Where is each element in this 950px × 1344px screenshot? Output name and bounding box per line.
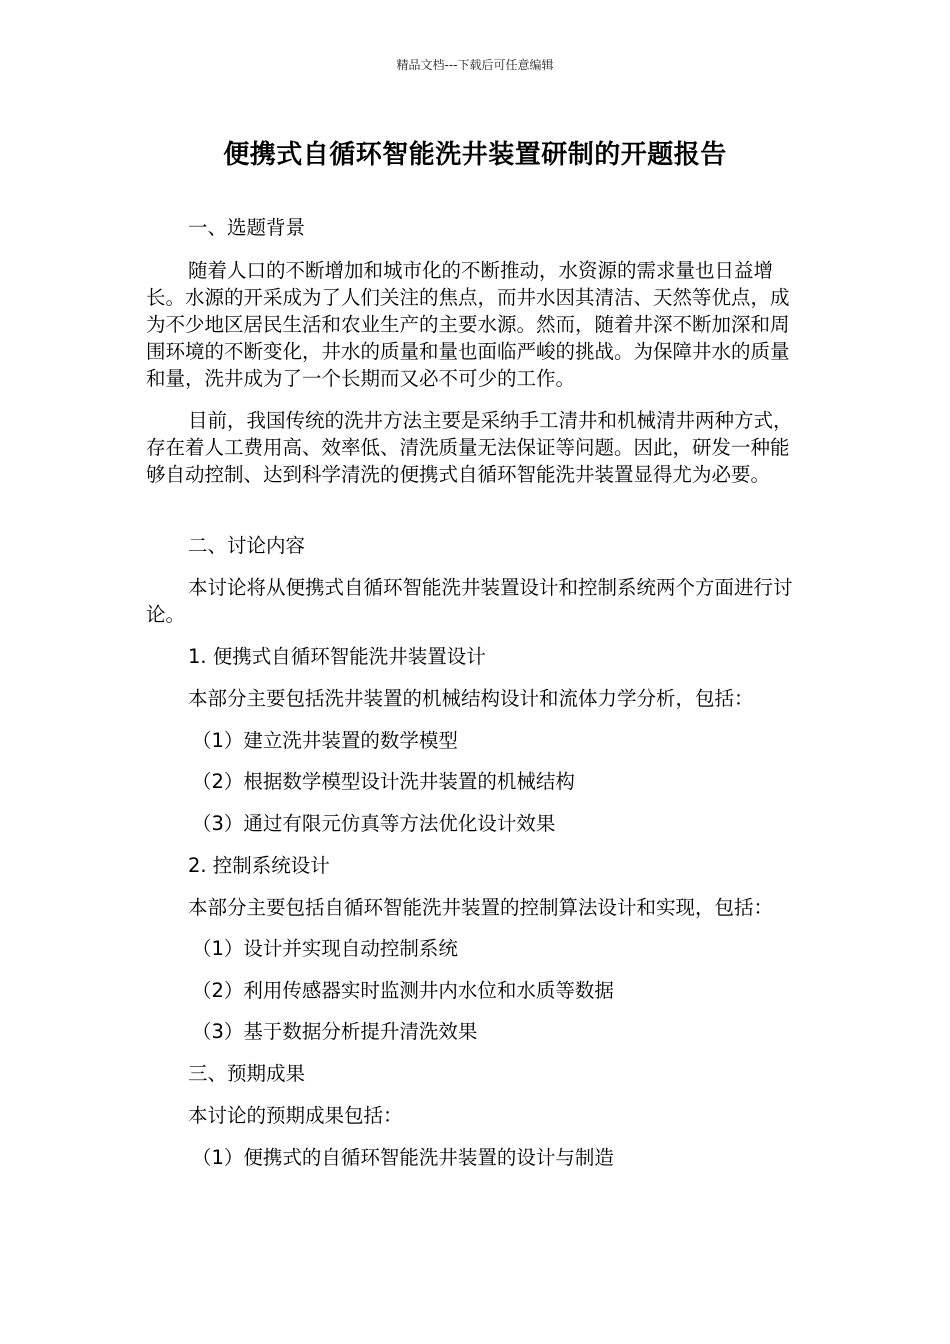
paragraph-device-design-intro: 本部分主要包括洗井装置的机械结构设计和流体力学分析，包括： xyxy=(188,687,754,710)
paragraph-control-system-intro: 本部分主要包括自循环智能洗井装置的控制算法设计和实现，包括： xyxy=(188,896,774,919)
section-heading-expected-results: 三、预期成果 xyxy=(188,1062,306,1085)
list-item-device-design-1: （1）建立洗井装置的数学模型 xyxy=(192,729,458,752)
list-item-expected-results-1: （1）便携式的自循环智能洗井装置的设计与制造 xyxy=(192,1146,614,1169)
list-item-device-design-2: （2）根据数学模型设计洗井装置的机械结构 xyxy=(192,770,575,793)
paragraph-research-intro: 本讨论将从便携式自循环智能洗井装置设计和控制系统两个方面进行讨论。 xyxy=(146,576,793,626)
section-heading-background: 一、选题背景 xyxy=(188,216,306,239)
page-header: 精品文档---下载后可任意编辑 xyxy=(396,58,554,72)
list-item-control-system-1: （1）设计并实现自动控制系统 xyxy=(192,937,458,960)
subsection-heading-device-design: 1. 便携式自循环智能洗井装置设计 xyxy=(188,645,486,668)
list-item-control-system-3: （3）基于数据分析提升清洗效果 xyxy=(192,1020,478,1043)
list-item-device-design-3: （3）通过有限元仿真等方法优化设计效果 xyxy=(192,812,556,835)
paragraph-background-1: 随着人口的不断增加和城市化的不断推动，水资源的需求量也日益增长。水源的开采成为了人们关注的焦点，而井水因其清洁、天然等优点，成为不少地区居民生活和农业生产的主要水源。然而，随着井深不断加深和周围环境的不断变化，井水的质量和量也面临严峻的挑战。为保障井水的质量和量，洗井成为了一个长期而又必不可少的工作。 xyxy=(146,259,790,390)
list-item-control-system-2: （2）利用传感器实时监测井内水位和水质等数据 xyxy=(192,979,614,1002)
subsection-heading-control-system: 2. 控制系统设计 xyxy=(188,854,330,877)
paragraph-background-2: 目前，我国传统的洗井方法主要是采纳手工清井和机械清井两种方式，存在着人工费用高、效率低、清洗质量无法保证等问题。因此，研发一种能够自动控制、达到科学清洗的便携式自循环智能洗井装置显得尤为必要。 xyxy=(146,409,793,486)
document-title: 便携式自循环智能洗井装置研制的开题报告 xyxy=(223,140,727,170)
section-heading-research-content: 二、讨论内容 xyxy=(188,534,306,557)
paragraph-expected-results-intro: 本讨论的预期成果包括： xyxy=(188,1104,403,1127)
